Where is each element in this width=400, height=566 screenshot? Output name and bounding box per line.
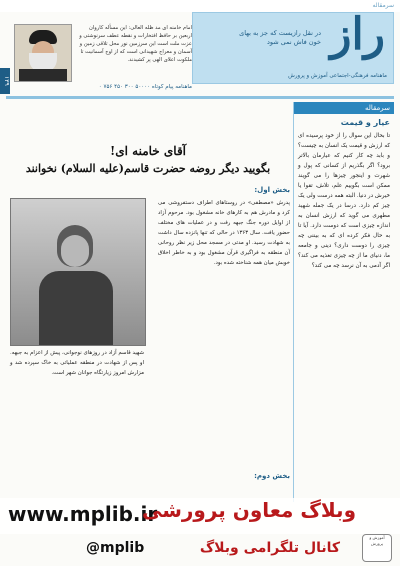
- leader-quote-box: [3, 24, 192, 94]
- logo-tagline: در نقل رازیست که جز به بهای خون فاش نمی شود: [239, 29, 321, 46]
- top-tag: سرمقاله: [372, 2, 394, 9]
- masthead-logo: [192, 12, 394, 84]
- editorial-column: [293, 102, 394, 502]
- header: [3, 12, 394, 94]
- issue-number: ۱۳۹: [0, 68, 10, 94]
- article-title-1: آقای خامنه ای!: [109, 144, 187, 158]
- article-title-2: بگویید دیگر روضه حضرت قاسم(علیه السلام) نخوانند: [25, 162, 271, 175]
- leader-quote-text: امام خامنه ای مد ظله العالی: این مسأله کاروان اربعین بر حافظ افتخارات و نقطه عطف سرنوشتی و عزت ملت است این سرزمین نور محل تلاقی زمین و آسمان و معراج شهیدانی است که از اوج آسمانیت تا ملکوت اعلای الهی پر کشیدند.: [79, 25, 192, 63]
- watermark-handle[interactable]: @mplib: [86, 540, 145, 556]
- watermark-url[interactable]: www.mplib.ir: [8, 502, 158, 526]
- article-column-a: پدرش «مصطفی» در روستاهای اطراف دستفروشی می کرد و مادرش هم به کارهای خانه مشغول بود. مرحوم آزاد از اوایل دوره جنگ جبهه رفت و در عملیات های مختلف حضور یافت. سال ۱۳۶۳ در حالی که تنها پانزده سال داشت به شهادت رسید. او مدتی در مسجد محل زیر نظر روحانی آن منطقه به فراگیری قرآن مشغول بود و به خاطر اخلاق خوبش میان همه شناخته شده بود.: [158, 200, 290, 266]
- top-strip: [0, 0, 400, 12]
- section-heading-2: بخش دوم:: [254, 472, 290, 480]
- header-divider: [6, 96, 394, 99]
- issue-line: ماهنامه پیام کوتاه ۵۰۰۰۰ ۳۰۰ ۴۵۰ ۷۵۶ ۰: [98, 84, 192, 90]
- ministry-seal-icon: آموزش و پرورش: [362, 534, 392, 562]
- watermark-title: وبلاگ معاون پرورشی: [141, 498, 356, 522]
- section-heading-1: بخش اول:: [254, 186, 290, 194]
- martyr-photo: [10, 198, 146, 346]
- logo-description: ماهنامه فرهنگی-اجتماعی آموزش و پرورش: [288, 73, 387, 79]
- editorial-subtitle: عیار و قیمت: [340, 118, 390, 127]
- editorial-body: تا بحال این سوال را از خود پرسیده ای که ارزش و قیمت یک انسان به چیست؟ و بابد چه کار کنیم که عیارمان بالاتر برود؟ اگر بگذریم از کسانی که پول و شهرت و اینجور چیزها را می گویند ممکن است بگوییم علم، تلاش، تقوا یا خیرش در دنیا. البته همه درست ولی یک چیز کم دارد. درسا در یک جمله شهید مطهری می گوید که ارزش انسان به اندازه چیزی است که دوست دارد. آیا تا به حال فکر کرده ای که به بیننی چه چیزی را دوست داری؟ دینی و جامعه ما، دنیای ما از چه چیزی تغذیه می کند؟ اگر آدمی به آن نرسد چه می کند؟: [298, 133, 390, 269]
- leader-portrait: [14, 24, 72, 82]
- editorial-head: سرمقاله: [294, 102, 394, 114]
- photo-caption: شهید قاسم آزاد در روزهای نوجوانی، پیش از اعزام به جبهه. او پس از شهادت در منطقه عملیاتی به خاک سپرده شد و مزارش امروز زیارتگاه جوانان شهر است.: [10, 350, 144, 376]
- watermark-channel: کانال تلگرامی وبلاگ: [199, 540, 340, 556]
- logo-text: راز: [330, 12, 385, 60]
- main-article: [6, 102, 290, 502]
